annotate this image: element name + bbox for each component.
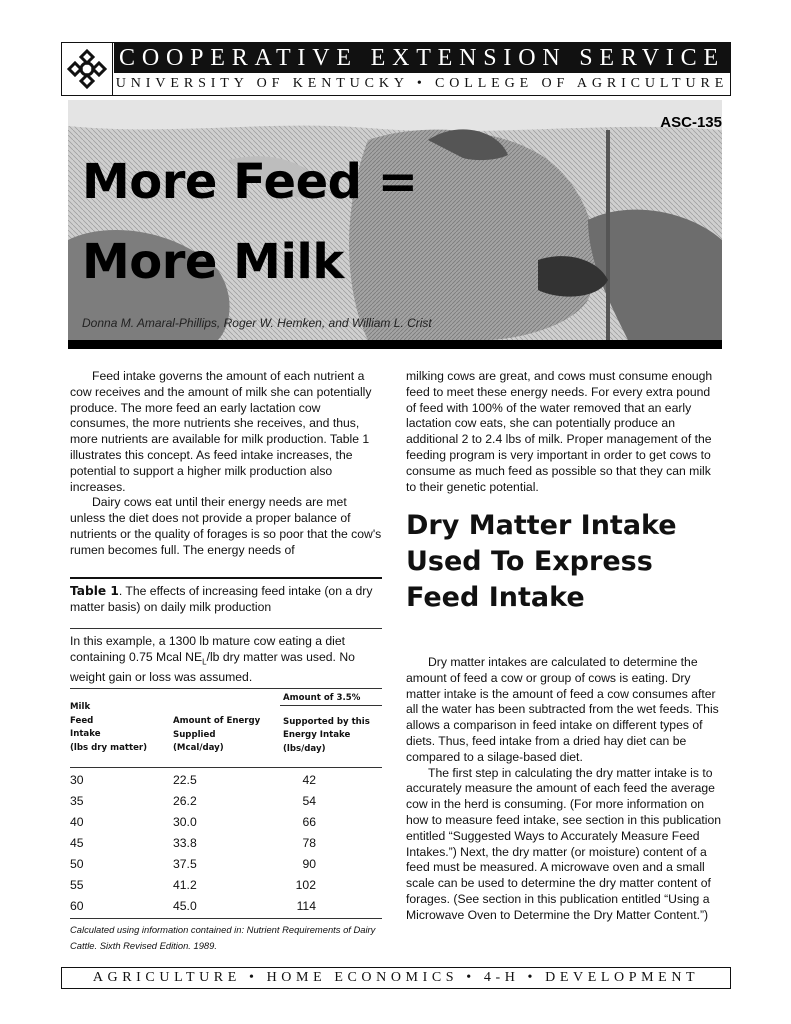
table-top-rule	[70, 577, 382, 579]
paragraph: The first step in calculating the dry matter intake is to accurately measure the amount of each feed the average cow in the herd is consuming. (For more information on how to measure feed intake, see section in this publication entitled “Suggested Ways to Accurately Measure Feed Intakes.”) Next, the dry matter (or moisture) content of a feed must be measured. A microwave oven and a small scale can be used to determine the dry matter content of forages. (See section in this publication entitled “Using a Microwave Oven to Determine the Dry Matter Content.”)	[406, 765, 722, 922]
page-title	[82, 142, 417, 302]
table-row: 45 33.8 78	[70, 836, 316, 850]
masthead	[61, 42, 731, 96]
table-source: Calculated using information contained in: Nutrient Requirements of Dairy Cattle. Sixth Revised Edition. 1989.	[70, 924, 376, 951]
paragraph: Dry matter intakes are calculated to determine the amount of feed a cow or group of cows is eating. Dry matter intake is the amount of feed a cow consumes after all the water has been subtracted from the wet feeds. This allows a comparison in feed intake on different types of diets. Thus, feed intake from a dried hay diet can be compared to a silage-based diet.	[406, 655, 719, 764]
extension-logo-icon	[62, 43, 113, 95]
table-caption-text: . The effects of increasing feed intake (on a dry matter basis) on daily milk production	[70, 584, 373, 614]
university-name: UNIVERSITY OF KENTUCKY • COLLEGE OF AGRICULTURE	[115, 76, 729, 91]
column-1-text	[70, 369, 382, 559]
column-header-feed-intake: Milk Feed Intake (lbs dry matter)	[70, 702, 148, 753]
table-row: 35 26.2 54	[70, 794, 316, 808]
section-heading: Dry Matter Intake Used To Express Feed Intake	[406, 510, 677, 613]
column-header-milk-supported: Amount of 3.5% Supported by this Energy Intake (lbs/day)	[283, 693, 370, 754]
paragraph: Feed intake governs the amount of each nutrient a cow receives and the amount of milk she can potentially produce. The more feed an early lactation cow consumes, the more nutrients she receives, and thus, more nutrients are available for milk production. Table 1 illustrates this concept. As feed intake increases, the potential to support a higher milk production also increases.	[70, 369, 372, 494]
paragraph: Dairy cows eat until their energy needs are met unless the diet does not provide a proper balance of nutrients or the quality of forages is so poor that the cow's rumen becomes full. The energy needs of	[70, 495, 382, 557]
hero-banner	[68, 100, 722, 340]
table-row: 60 45.0 114	[70, 899, 316, 913]
table-body-rule	[70, 767, 382, 768]
table-caption	[70, 584, 382, 616]
org-name: COOPERATIVE EXTENSION SERVICE	[114, 43, 730, 73]
authors: Donna M. Amaral-Phillips, Roger W. Hemken, and William L. Crist	[82, 316, 432, 330]
table-row: 40 30.0 66	[70, 815, 316, 829]
table-bottom-rule	[70, 918, 382, 919]
column-2-text	[406, 369, 722, 495]
table-note: In this example, a 1300 lb mature cow eating a diet containing 0.75 Mcal $NE_L/lb$ dry matter was used. No weight gain or loss was assumed.	[70, 634, 355, 685]
paragraph: milking cows are great, and cows must consume enough feed to meet these energy needs. For every extra pound of feed with 100% of the water removed that an early lactation cow eats, she can potentially produce an additional 2 to 2.4 lbs of milk. Proper management of the feeding program is very important in order to get cows to consume as much feed as possible so that they can milk to their genetic potential.	[406, 369, 713, 494]
column-header-energy-supplied: Amount of Energy Supplied (Mcal/day)	[173, 716, 261, 753]
table-rule	[70, 628, 382, 629]
title-line-2: More Milk	[82, 234, 344, 290]
table-header-rule	[70, 688, 382, 689]
column-2-section-text	[406, 655, 722, 924]
publication-number: ASC-135	[660, 114, 722, 131]
footer-banner: AGRICULTURE • HOME ECONOMICS • 4-H • DEVELOPMENT	[61, 967, 731, 989]
table-row: 55 41.2 102	[70, 878, 316, 892]
table-row: 50 37.5 90	[70, 857, 316, 871]
table-row: 30 22.5 42	[70, 773, 316, 787]
table-spanner-rule	[280, 705, 382, 706]
table-caption-label: Table 1	[70, 584, 119, 598]
title-line-1: More Feed =	[82, 154, 418, 210]
title-rule	[68, 340, 722, 349]
